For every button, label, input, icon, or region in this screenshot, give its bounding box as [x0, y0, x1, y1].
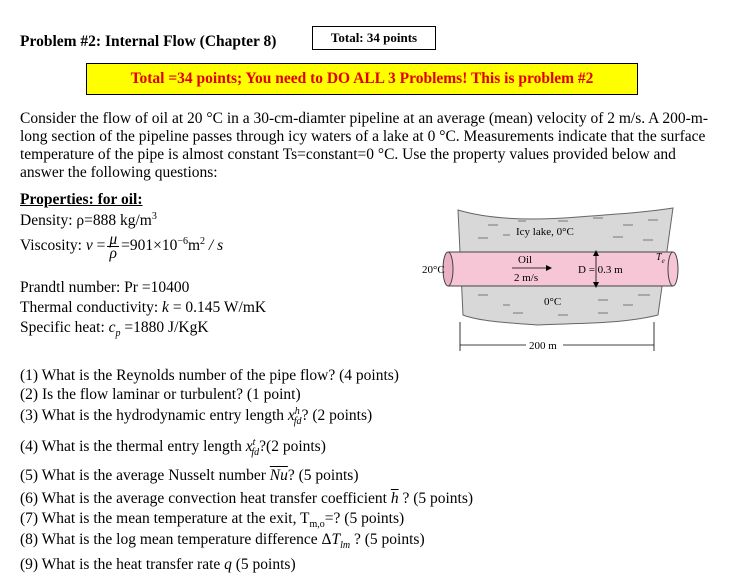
pipe-outlet [668, 252, 678, 286]
prandtl-line: Prandtl number: Pr =10400 [20, 279, 190, 296]
question-8: (8) What is the log mean temperature difference $\Delta T_{lm}$ ? (5 points) [20, 531, 425, 552]
question-3: (3) What is the hydrodynamic entry length $x^h_{fd}$? (2 points) [20, 406, 373, 428]
question-5: (5) What is the average Nusselt number $\overline{Nu}$? (5 points) [20, 467, 359, 484]
question-9: (9) What is the heat transfer rate q (5 points) [20, 556, 296, 573]
question-1: (1) What is the Reynolds number of the pipe flow? (4 points) [20, 367, 399, 384]
question-7: (7) What is the mean temperature at the exit, $T_{m,o}=$? (5 points) [20, 510, 405, 531]
oil-label: Oil [518, 254, 533, 266]
length-label: 200 m [529, 340, 557, 352]
problem-title: Problem #2: Internal Flow (Chapter 8) [20, 33, 277, 50]
conductivity-line: Thermal conductivity: k = 0.145 W/mK [20, 299, 267, 316]
specific-heat-line: Specific heat: $c_p =1880$ J/KgK [20, 319, 209, 340]
diameter-label: D = 0.3 m [578, 264, 623, 276]
question-6: (6) What is the average convection heat transfer coefficient $\overline{h}$ ? (5 points) [20, 490, 474, 507]
wall-temp-label: 0°C [544, 296, 562, 308]
exit-temp-label: $T_e$ [656, 252, 665, 265]
instruction-banner: Total =34 points; You need to DO ALL 3 Problems! This is problem #2 [86, 63, 638, 95]
density-line: Density: ρ=888 $kg/m^3$ [20, 211, 157, 230]
lake-label: Icy lake, 0°C [516, 226, 574, 238]
question-2: (2) Is the flow laminar or turbulent? (1 point) [20, 386, 301, 403]
inlet-temp-label: 20°C [422, 264, 445, 276]
viscosity-line: Viscosity: ν = $\frac{\mu}{\rho}$ $=901\times 10^{-6}m^2 / s$ [20, 231, 224, 262]
properties-heading: Properties: for oil: [20, 191, 143, 208]
problem-statement: Consider the flow of oil at 20 °C in a 30-cm-diamter pipeline at an average (mean) velocity of 2 m/s. A 200-m-long section of the pipeline passes through icy waters of a lake at 0 °C. Measurements indicate that the surface temperature of the pipe is almost constant Ts=constant=0 °C. Use the property values provided below and answer the following questions: [20, 110, 709, 181]
pipeline-figure [418, 205, 680, 355]
velocity-label: 2 m/s [514, 272, 539, 284]
pipe-body [448, 252, 673, 286]
total-points-box: Total: 34 points [312, 26, 436, 50]
question-4: (4) What is the thermal entry length $x^t_{fd}?(2$ points) [20, 437, 326, 459]
